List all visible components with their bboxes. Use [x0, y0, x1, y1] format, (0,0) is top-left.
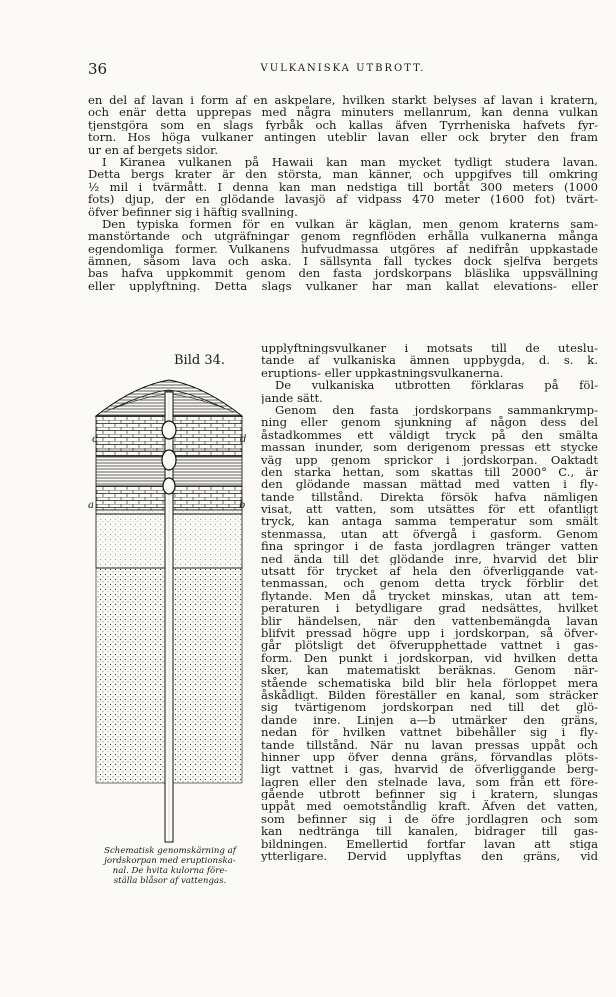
text-line: bildningen. Emellertid fortfar lavan att stiga	[261, 837, 598, 851]
text-line: flytande. Men då trycket minskas, utan att tem-	[261, 589, 598, 603]
text-line: åskådligt. Bilden föreställer en kanal, som sträcker	[261, 688, 598, 702]
cross-section-diagram	[94, 378, 247, 845]
figure-caption	[90, 846, 250, 886]
page-number: 36	[88, 60, 108, 78]
text-line: Detta bergs krater är den största, man känner, och uppgifves till omkring	[88, 168, 598, 181]
text-line: går plötsligt det öfverupphettade vattnet i gas-	[261, 639, 598, 652]
text-line: blir händelsen, när den vattenbemängda lavan	[261, 614, 598, 627]
gas-bubble	[163, 478, 175, 494]
label-c: c	[92, 434, 98, 445]
text-line: nedan för hvilken vattnet bibehåller sig i fly-	[261, 726, 598, 739]
label-a: a	[88, 500, 94, 511]
text-line: tryck, kan antaga samma temperatur som smält	[261, 515, 598, 528]
text-line: blifvit pressad högre upp i jordskorpan, så öfver-	[261, 626, 598, 640]
text-line: ämnen, såsom lava och aska. I sällsynta fall tyckes dock sjelfva bergets	[88, 255, 598, 268]
text-line: ½ mil i tvärmått. I denna kan man nedstiga till bortåt 300 meters (1000	[88, 180, 598, 194]
page-header	[88, 60, 598, 76]
text-line: I Kiranea vulkanen på Hawaii kan man mycket tydligt studera lavan.	[102, 155, 598, 169]
text-line: ytterligare. Dervid upplyftas den gräns, vid	[261, 850, 598, 863]
text-line: sig tvärtigenom jordskorpan ned till det glö-	[261, 701, 598, 714]
text-line: tjenstgöra som en slags fyrbåk och kallas äfven Tyrrheniska hafvets fyr-	[88, 118, 598, 132]
text-line: dande inre. Linjen a—b utmärker den gräns,	[261, 713, 598, 727]
text-line: Genom den fasta jordskorpans sammankrymp-	[275, 403, 598, 417]
text-line: den glödande massan mättad med vatten i fly-	[261, 478, 598, 491]
text-line: ligt vattnet i gas, hvarvid de öfverliggande berg-	[261, 763, 598, 776]
text-line: stående schematiska bild blir hela förloppet mera	[261, 676, 598, 689]
text-line: peraturen i betydligare grad nedsättes, hvilket	[261, 602, 598, 615]
text-line: eller upplyftning. Detta slags vulkaner har man kallat elevations- eller	[88, 279, 598, 293]
text-line: åstadkommes ett väldigt tryck på den smälta	[261, 428, 598, 442]
text-line: visat, att vatten, som utsättes för ett ofantligt	[261, 503, 598, 516]
text-line: en del af lavan i form af en askpelare, hvilken starkt belyses af lavan i kratern,	[88, 94, 598, 107]
text-line: gående utbrott befinner sig i kratern, slungas	[261, 788, 598, 801]
cross-section-figure	[88, 378, 247, 845]
text-line: fina springor i de fasta jordlagren tränger vatten	[261, 540, 598, 553]
text-line: lagren eller den stelnade lava, som från ett före-	[261, 775, 598, 789]
caption-line: nal. De hvita kulorna före-	[112, 866, 228, 876]
label-b: b	[239, 500, 246, 511]
text-line: form. Den punkt i jordskorpan, vid hvilken detta	[261, 651, 598, 665]
caption-line: Schematisk genomskärning af	[104, 846, 236, 856]
text-line: Den typiska formen för en vulkan är käglan, men genom kraterns sam-	[102, 217, 598, 231]
figure-title: Bild 34.	[174, 353, 225, 368]
text-line: tande af vulkaniska ämnen uppbygda, d. s. k.	[261, 354, 598, 367]
running-title: VULKANISKA UTBROTT.	[260, 63, 426, 74]
text-line: utsatt för trycket af hela den öfverliggande vat-	[261, 565, 598, 578]
text-line: eruptions- eller uppkastningsvulkanerna.	[261, 366, 504, 380]
text-line: De vulkaniska utbrotten förklaras på föl-	[275, 379, 598, 392]
text-line: hinner upp öfver denna gräns, förvandlas plöts-	[261, 750, 598, 764]
gas-bubble	[162, 421, 176, 439]
text-line: manstörtande och utgräfningar genom regnflöden erhålla vulkanerna många	[88, 230, 598, 243]
text-line: uppåt med oemotståndlig kraft. Äfven det vatten,	[261, 800, 598, 813]
text-line: ning eller genom sjunkning af någon dess del	[261, 416, 598, 429]
text-line: torn. Hos höga vulkaner antingen uteblir lavan eller ock bryter den fram	[88, 131, 598, 144]
text-line: tande tillstånd. När nu lavan pressas uppåt och	[261, 738, 598, 751]
text-line: som befinner sig i de öfre jordlagren och som	[261, 812, 598, 826]
text-line: fots) djup, der en glödande lavasjö af vidpass 470 meter (1600 fot) tvärt-	[88, 193, 598, 206]
text-line: den starka hettan, som skattas till 2000° C., är	[261, 465, 598, 479]
top-text-block	[88, 94, 598, 292]
text-line: stenmassa, utan att öfvergå i gasform. Genom	[261, 527, 598, 541]
text-line: ned ända till det glödande inre, hvarvid det blir	[261, 552, 598, 566]
text-line: jande sätt.	[261, 391, 323, 404]
text-line: ur en af bergets sidor.	[88, 143, 219, 156]
text-line: tenmassan, och genom detta tryck förblir det	[261, 577, 598, 590]
label-d: d	[240, 434, 247, 445]
text-line: massan inunder, som derigenom pressas ett stycke	[261, 441, 598, 454]
caption-line: ställa blåsor af vattengas.	[113, 876, 227, 886]
text-line: tande tillstånd. Direkta försök hafva nämligen	[261, 490, 598, 504]
text-line: och enär detta upprepas med några minuters mellanrum, kan denna vulkan	[88, 106, 598, 119]
text-line: kan nedtränga till kanalen, bidrager till gas-	[261, 825, 598, 838]
right-column-text	[261, 342, 598, 862]
caption-line: jordskorpan med eruptionska-	[104, 856, 236, 866]
text-line: upplyftningsvulkaner i motsats till de uteslu-	[261, 342, 598, 355]
text-line: egendomliga former. Vulkanens hufvudmassa utgöres af nedifrån uppkastade	[88, 242, 598, 256]
gas-bubble	[162, 450, 176, 470]
text-line: väg upp genom sprickor i jordskorpan. Oaktadt	[261, 453, 598, 466]
text-line: sker, kan matematiskt beräknas. Genom när-	[261, 664, 598, 677]
text-line: öfver befinner sig i häftig svallning.	[88, 205, 298, 218]
text-line: bas hafva uppkommit genom den fasta jordskorpans bläslika uppsvällning	[88, 267, 598, 280]
